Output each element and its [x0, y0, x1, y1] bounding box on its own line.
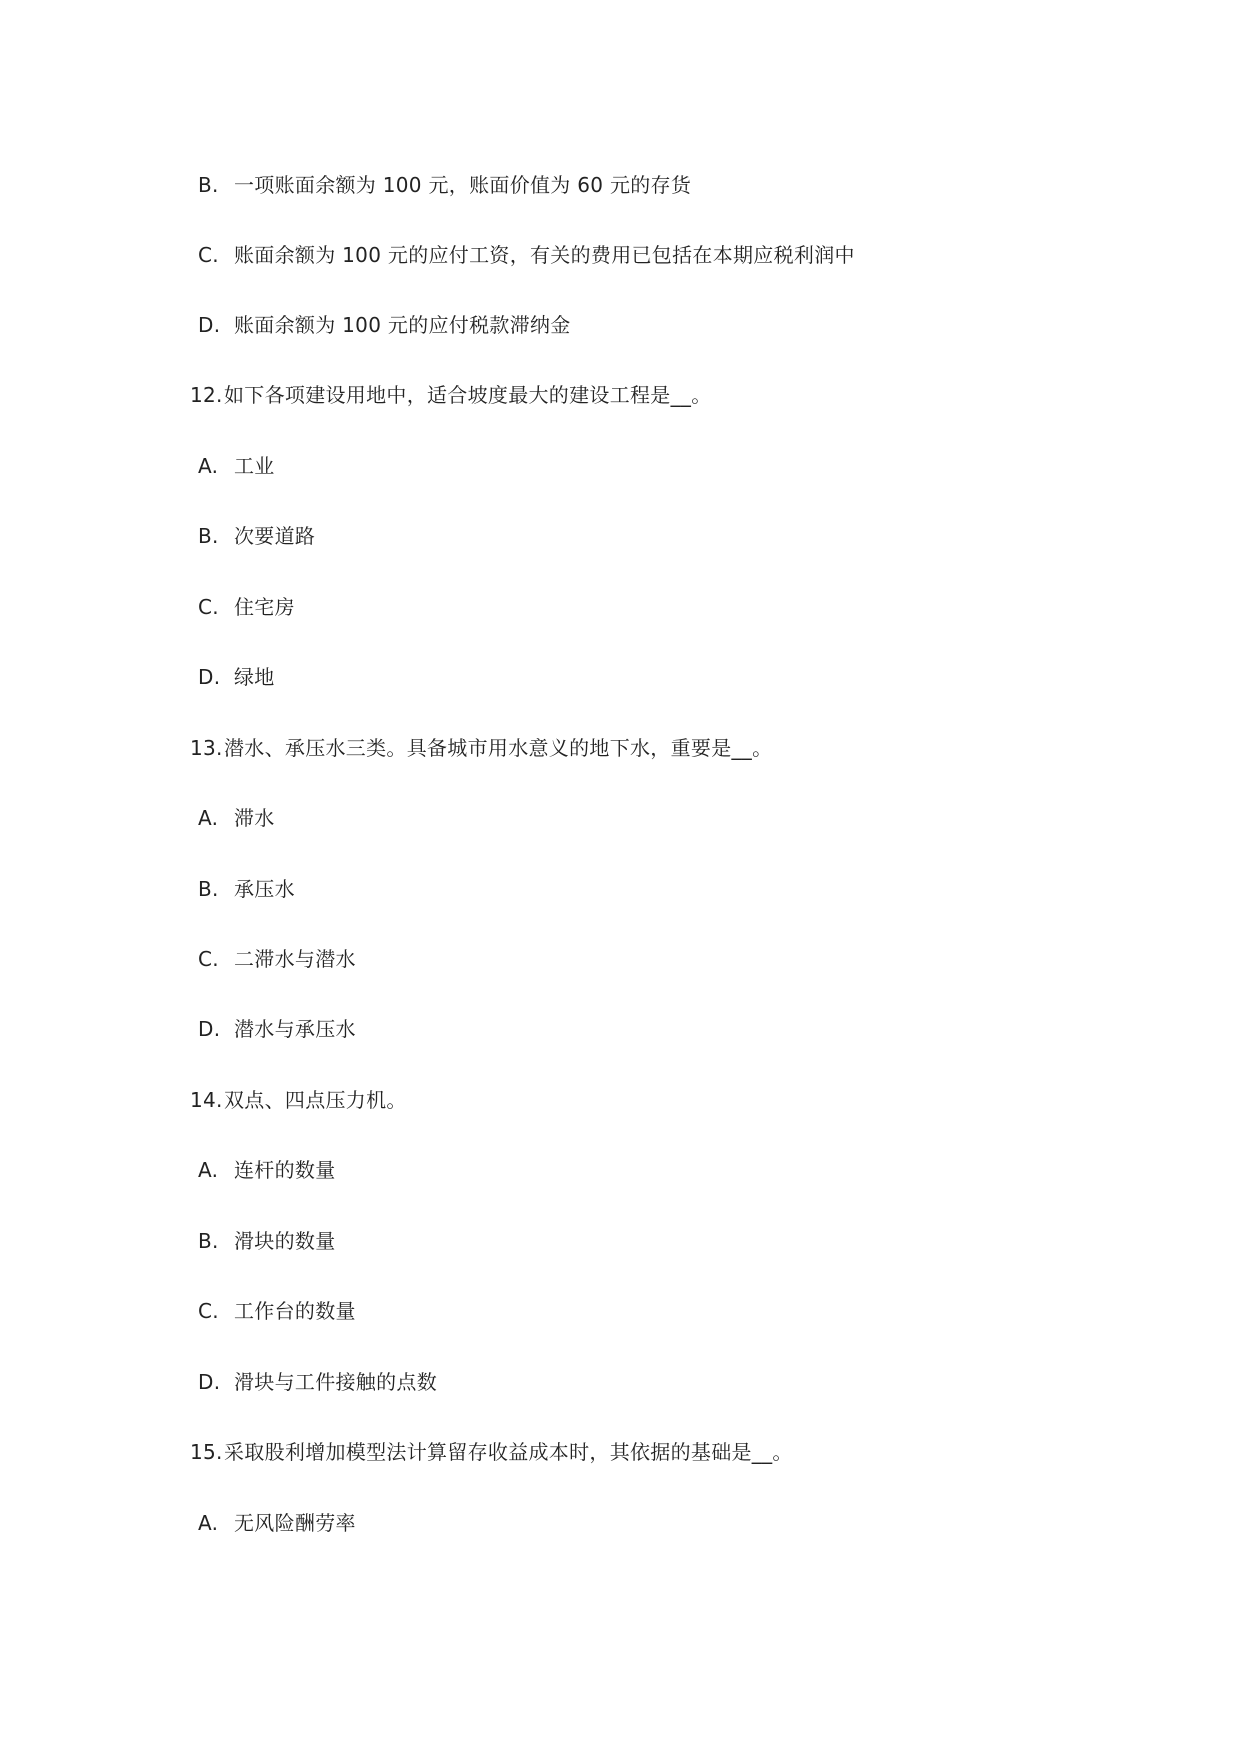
option-line — [198, 1014, 356, 1044]
question-line — [190, 380, 712, 410]
question-number: 15. — [190, 1440, 223, 1464]
question-line — [190, 1085, 407, 1115]
option-text: 滞水 — [234, 806, 275, 830]
option-line — [198, 1367, 437, 1397]
option-line — [198, 521, 315, 551]
option-text: 次要道路 — [234, 524, 316, 548]
option-line — [198, 803, 275, 833]
option-marker: C. — [198, 1299, 219, 1323]
option-marker: B. — [198, 524, 219, 548]
option-text: 账面余额为 100 元的应付工资，有关的费用已包括在本期应税利润中 — [234, 243, 855, 267]
option-text: 滑块的数量 — [234, 1229, 336, 1253]
option-marker: B. — [198, 877, 219, 901]
question-text: 双点、四点压力机。 — [224, 1088, 407, 1112]
option-text: 连杆的数量 — [234, 1158, 336, 1182]
option-line — [198, 662, 275, 692]
option-line — [198, 1226, 336, 1256]
question-text: 采取股利增加模型法计算留存收益成本时，其依据的基础是__。 — [224, 1440, 793, 1464]
question-number: 12. — [190, 383, 223, 407]
option-text: 工业 — [234, 454, 275, 478]
option-marker: B. — [198, 1229, 219, 1253]
option-text: 无风险酬劳率 — [234, 1511, 356, 1535]
option-text: 住宅房 — [234, 595, 295, 619]
question-line — [190, 733, 772, 763]
question-line — [190, 1437, 793, 1467]
option-line — [198, 1508, 356, 1538]
option-line — [198, 1155, 336, 1185]
question-text: 如下各项建设用地中，适合坡度最大的建设工程是__。 — [224, 383, 712, 407]
option-marker: D. — [198, 1370, 221, 1394]
question-number: 13. — [190, 736, 223, 760]
option-text: 绿地 — [234, 665, 275, 689]
question-text: 潜水、承压水三类。具备城市用水意义的地下水，重要是__。 — [224, 736, 773, 760]
option-marker: A. — [198, 1158, 219, 1182]
option-marker: C. — [198, 243, 219, 267]
option-marker: B. — [198, 173, 219, 197]
option-text: 账面余额为 100 元的应付税款滞纳金 — [234, 313, 571, 337]
option-line — [198, 310, 571, 340]
option-text: 滑块与工件接触的点数 — [234, 1370, 437, 1394]
option-line — [198, 240, 855, 270]
option-line — [198, 874, 295, 904]
option-line — [198, 1296, 356, 1326]
option-line — [198, 944, 356, 974]
option-marker: D. — [198, 1017, 221, 1041]
question-number: 14. — [190, 1088, 223, 1112]
option-marker: A. — [198, 806, 219, 830]
option-text: 承压水 — [234, 877, 295, 901]
option-marker: A. — [198, 1511, 219, 1535]
option-line — [198, 592, 295, 622]
option-text: 一项账面余额为 100 元，账面价值为 60 元的存货 — [234, 173, 692, 197]
option-line — [198, 170, 691, 200]
option-text: 潜水与承压水 — [234, 1017, 356, 1041]
option-marker: D. — [198, 665, 221, 689]
option-marker: C. — [198, 595, 219, 619]
option-text: 工作台的数量 — [234, 1299, 356, 1323]
option-text: 二滞水与潜水 — [234, 947, 356, 971]
option-marker: C. — [198, 947, 219, 971]
option-line — [198, 451, 275, 481]
option-marker: A. — [198, 454, 219, 478]
option-marker: D. — [198, 313, 221, 337]
